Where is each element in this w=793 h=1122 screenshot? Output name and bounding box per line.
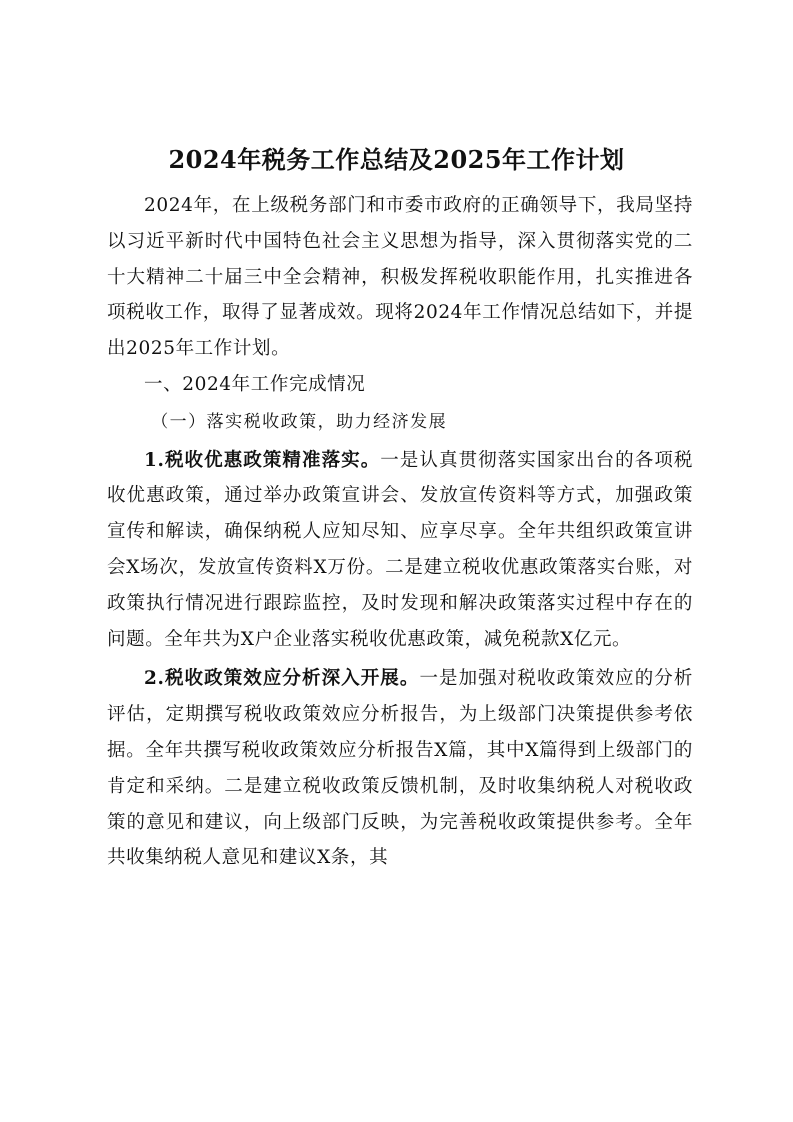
document-body (107, 188, 693, 876)
item-lead-1: 1.税收优惠政策精准落实。 (144, 449, 381, 471)
item-paragraph-1 (107, 443, 693, 658)
subsection-heading: （一）落实税收政策，助力经济发展 (151, 411, 448, 432)
item-paragraph-2 (107, 661, 693, 876)
item-lead-2: 2.税收政策效应分析深入开展。 (144, 668, 420, 690)
item-body-2: 一是加强对税收政策效应的分析评估，定期撰写税收政策效应分析报告，为上级部门决策提供参考依据。全年共撰写税收政策效应分析报告X篇，其中X篇得到上级部门的肯定和采纳。二是建立税收政策反馈机制，及时收集纳税人对税收政策的意见和建议，向上级部门反映，为完善税收政策提供参考。全年共收集纳税人意见和建议X条，其 (107, 668, 693, 869)
item-body-1: 一是认真贯彻落实国家出台的各项税收优惠政策，通过举办政策宣讲会、发放宣传资料等方式，加强政策宣传和解读，确保纳税人应知尽知、应享尽享。全年共组织政策宣讲会X场次，发放宣传资料X万份。二是建立税收优惠政策落实台账，对政策执行情况进行跟踪监控，及时发现和解决政策落实过程中存在的问题。全年共为X户企业落实税收优惠政策，减免税款X亿元。 (107, 449, 693, 650)
intro-paragraph: 2024年，在上级税务部门和市委市政府的正确领导下，我局坚持以习近平新时代中国特色社会主义思想为指导，深入贯彻落实党的二十大精神二十届三中全会精神，积极发挥税收职能作用，扎实推进各项税收工作，取得了显著成效。现将2024年工作情况总结如下，并提出2025年工作计划。 (107, 195, 693, 360)
document-title: 2024年税务工作总结及2025年工作计划 (168, 145, 625, 174)
section-heading: 一、2024年工作完成情况 (144, 373, 366, 395)
